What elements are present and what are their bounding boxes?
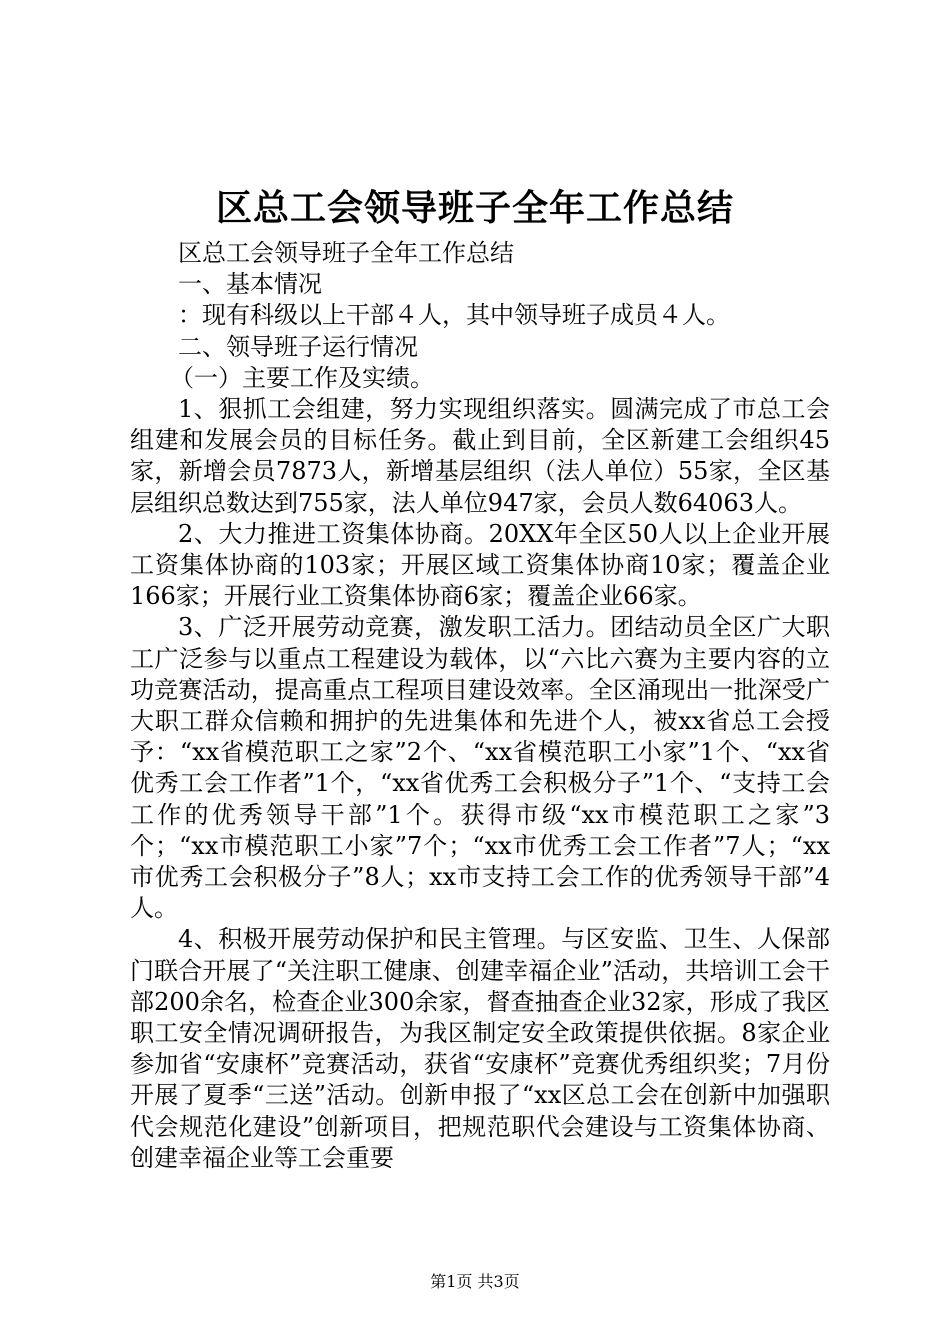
paragraph-subsection-heading: （一）主要工作及实绩。 xyxy=(170,363,434,392)
paragraph-section-2-heading: 二、领导班子运行情况 xyxy=(178,332,418,361)
paragraph-item-2: 2、大力推进工资集体协商。20XX年全区50人以上企业开展工资集体协商的103家；开展区域工资集体协商10家；覆盖企业166家；开展行业工资集体协商6家；覆盖企业66家。 xyxy=(130,519,830,611)
paragraph-subtitle: 区总工会领导班子全年工作总结 xyxy=(178,239,514,267)
paragraph-section-1-heading: 一、基本情况 xyxy=(178,270,322,299)
document-body xyxy=(130,238,830,1174)
paragraph-item-3: 3、广泛开展劳动竞赛，激发职工活力。团结动员全区广大职工广泛参与以重点工程建设为载体，以“六比六赛为主要内容的立功竞赛活动，提高重点工程项目建设效率。全区涌现出一批深受广大职工群众信赖和拥护的先进集体和先进个人，被xx省总工会授予：“xx省模范职工之家”2个、“xx省模范职工小家”1个、“xx省优秀工会工作者”1个，“xx省优秀工会积极分子”1个、“支持工会工作的优秀领导干部”1个。获得市级“xx市模范职工之家”3个；“xx市模范职工小家”7个；“xx市优秀工会工作者”7人；“xx市优秀工会积极分子”8人；xx市支持工会工作的优秀领导干部”4人。 xyxy=(130,613,830,923)
document-title: 区总工会领导班子全年工作总结 xyxy=(215,187,734,229)
paragraph-item-4: 4、积极开展劳动保护和民主管理。与区安监、卫生、人保部门联合开展了“关注职工健康、创建幸福企业”活动，共培训工会干部200余名，检查企业300余家，督查抽查企业32家，形成了我区职工安全情况调研报告，为我区制定安全政策提供依据。8家企业参加省“安康杯”竞赛活动，获省“安康杯”竞赛优秀组织奖；7月份开展了夏季“三送”活动。创新申报了“xx区总工会在创新中加强职代会规范化建设”创新项目，把规范职代会建设与工资集体协商、创建幸福企业等工会重要 xyxy=(130,925,830,1172)
page-number-footer: 第1页 共3页 xyxy=(430,1272,520,1291)
paragraph-item-1: 1、狠抓工会组建，努力实现组织落实。圆满完成了市总工会组建和发展会员的目标任务。截止到目前，全区新建工会组织45家，新增会员7873人，新增基层组织（法人单位）55家，全区基层组织总数达到755家，法人单位947家，会员人数64063人。 xyxy=(130,395,830,517)
paragraph-basic-info: ：现有科级以上干部４人，其中领导班子成员４人。 xyxy=(178,301,730,330)
